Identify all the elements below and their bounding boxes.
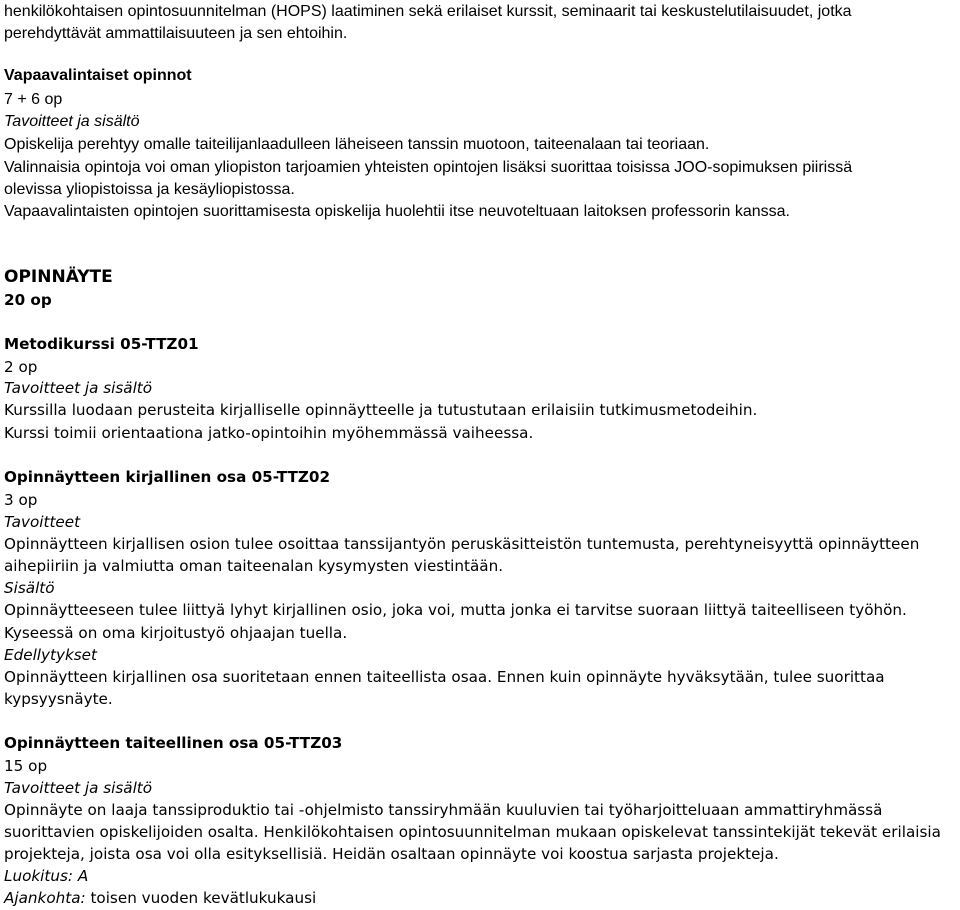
paragraph-line: Opinnäytteen kirjallinen osa suoritetaan ennen taiteellista osaa. Ennen kuin opinnäyte hyväksytään, tulee suorittaa <box>4 668 885 686</box>
credits-taiteellinen: 15 op <box>4 757 48 775</box>
paragraph-line: Kurssilla luodaan perusteita kirjalliselle opinnäytteelle ja tutustutaan erilaisiin tutkimusmetodeihin. <box>4 401 758 419</box>
course-title-taiteellinen: Opinnäytteen taiteellinen osa 05-TTZ03 <box>4 734 343 752</box>
credits-kirjallinen: 3 op <box>4 491 38 509</box>
paragraph-line: Opinnäytteen kirjallisen osion tulee osoittaa tanssijantyön peruskäsitteistön tuntemusta, perehtyneisyyttä opinnäytteen <box>4 535 920 553</box>
intro-line-1: henkilökohtaisen opintosuunnitelman (HOPS) laatiminen sekä erilaiset kurssit, seminaarit tai keskustelutilaisuudet, jotka <box>4 3 852 20</box>
paragraph-line: Opiskelija perehtyy omalle taiteilijanlaadulleen läheiseen tanssin muotoon, taiteenalaan tai teoriaan. <box>4 136 710 153</box>
credits-metodikurssi: 2 op <box>4 358 38 376</box>
intro-line-2: perehdyttävät ammattilaisuuteen ja sen ehtoihin. <box>4 25 348 42</box>
paragraph-line: Valinnaisia opintoja voi oman yliopiston tarjoamien yhteisten opintojen lisäksi suorittaa toisissa JOO-sopimuksen piirissä <box>4 159 853 176</box>
paragraph-line: olevissa yliopistoissa ja kesäyliopistossa. <box>4 181 295 198</box>
course-title-kirjallinen: Opinnäytteen kirjallinen osa 05-TTZ02 <box>4 468 331 486</box>
label-tavoitteet-ja-sisalto: Tavoitteet ja sisältö <box>4 113 140 130</box>
label-tavoitteet: Tavoitteet <box>4 513 81 531</box>
paragraph-line: Vapaavalintaisten opintojen suorittamisesta opiskelija huolehtii itse neuvoteltuaan laitoksen professorin kanssa. <box>4 203 790 220</box>
course-title-metodikurssi: Metodikurssi 05-TTZ01 <box>4 335 199 353</box>
credits-opinnayte: 20 op <box>4 291 52 309</box>
ajankohta-line <box>4 887 316 909</box>
label-tavoitteet-ja-sisalto: Tavoitteet ja sisältö <box>4 779 153 797</box>
credits-vapaavalintaiset: 7 + 6 op <box>4 91 63 108</box>
paragraph-line: Opinnäyte on laaja tanssiproduktio tai -ohjelmisto tanssiryhmään kuuluvien tai työharjoitteluaan ammattiryhmässä <box>4 801 883 819</box>
label-tavoitteet-ja-sisalto: Tavoitteet ja sisältö <box>4 379 153 397</box>
luokitus-label: Luokitus: A <box>4 867 89 885</box>
section-title-opinnayte: OPINNÄYTE <box>4 267 113 287</box>
ajankohta-value: toisen vuoden kevätlukukausi <box>85 889 317 907</box>
ajankohta-label: Ajankohta: <box>4 889 86 907</box>
paragraph-line: projekteja, joista osa voi olla esityksellisiä. Heidän osaltaan opinnäyte voi koostua sarjasta projekteja. <box>4 845 779 863</box>
paragraph-line: aihepiiriin ja valmiutta oman taiteenalan kysymysten viestintään. <box>4 557 504 575</box>
label-edellytykset: Edellytykset <box>4 646 97 664</box>
section-title-vapaavalintaiset: Vapaavalintaiset opinnot <box>4 67 192 84</box>
label-sisalto: Sisältö <box>4 579 55 597</box>
paragraph-line: Opinnäytteeseen tulee liittyä lyhyt kirjallinen osio, joka voi, mutta jonka ei tarvitse suoraan liittyä taiteelliseen työhön. <box>4 601 907 619</box>
paragraph-line: Kyseessä on oma kirjoitustyö ohjaajan tuella. <box>4 624 348 642</box>
paragraph-line: kypsyysnäyte. <box>4 690 113 708</box>
paragraph-line: Kurssi toimii orientaationa jatko-opintoihin myöhemmässä vaiheessa. <box>4 424 534 442</box>
paragraph-line: suorittavien opiskelijoiden osalta. Henkilökohtaisen opintosuunnitelman mukaan opiskelevat tanssintekijät tekevät erilaisia <box>4 823 941 841</box>
